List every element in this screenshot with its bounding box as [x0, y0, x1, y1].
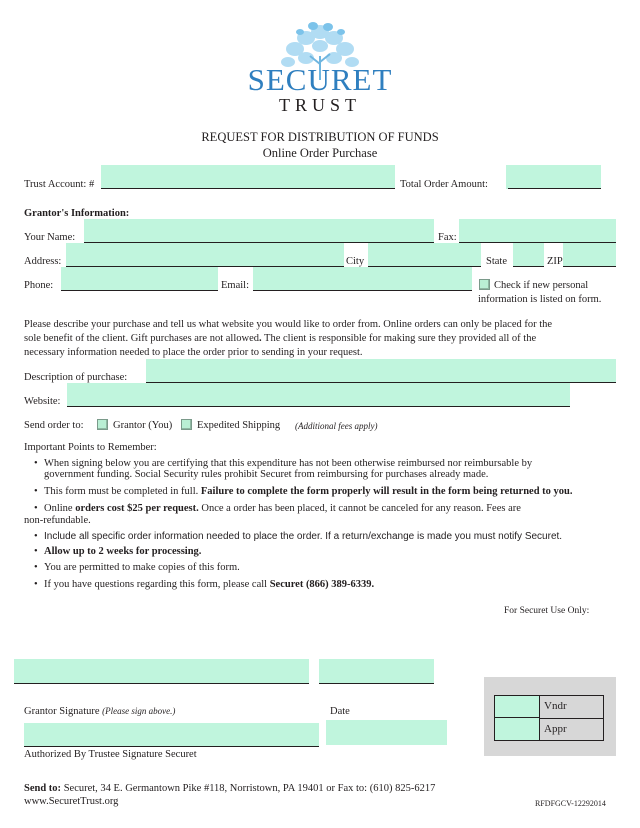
- office-use-table: [494, 695, 604, 741]
- instructions-line-2a: sole benefit of the client. Gift purchases are not allowed: [24, 333, 259, 344]
- address-field[interactable]: [66, 243, 344, 267]
- zip-field[interactable]: [563, 243, 616, 267]
- grantor-signature-field[interactable]: [14, 659, 309, 684]
- instructions-line-2: [24, 333, 536, 344]
- fax-field[interactable]: [459, 219, 616, 243]
- new-info-label-2: information is listed on form.: [478, 294, 602, 305]
- logo-brand: SECURET: [247, 62, 393, 97]
- your-name-label: Your Name:: [24, 232, 76, 243]
- grantor-info-heading: Grantor's Information:: [24, 208, 130, 219]
- expedited-label: Expedited Shipping: [197, 420, 281, 431]
- new-info-label-1: Check if new personal: [494, 280, 589, 291]
- bullet-3-bold: orders cost $25 per request.: [75, 503, 199, 514]
- vndr-field[interactable]: [495, 696, 540, 718]
- send-order-to-label: Send order to:: [24, 420, 84, 431]
- footer-address: Securet, 34 E. Germantown Pike #118, Norristown, PA 19401 or Fax to: (610) 825-6217: [61, 783, 436, 794]
- form-title: REQUEST FOR DISTRIBUTION OF FUNDS: [201, 130, 439, 144]
- instructions-line-1: Please describe your purchase and tell us what website you would like to order from. Online orders can only be placed for the: [24, 319, 553, 330]
- date-field[interactable]: [319, 659, 434, 684]
- email-field[interactable]: [253, 267, 472, 291]
- state-field[interactable]: [513, 243, 544, 267]
- trust-account-label: Trust Account: #: [24, 179, 95, 190]
- zip-label: ZIP: [547, 256, 563, 267]
- instructions-line-2c: The client is responsible for making sure they provided all of the: [261, 333, 537, 344]
- fax-label: Fax:: [438, 232, 457, 243]
- city-label: City: [346, 256, 365, 267]
- description-label: Description of purchase:: [24, 372, 128, 383]
- website-label: Website:: [24, 396, 61, 407]
- total-order-amount-field[interactable]: [506, 165, 601, 189]
- bullet-2-bold: Failure to complete the form properly will result in the form being returned to you.: [200, 486, 573, 497]
- authorized-label: Authorized By Trustee Signature Securet: [24, 749, 197, 760]
- instructions-line-3: necessary information needed to place the order prior to sending in your request.: [24, 347, 363, 358]
- footer-send-to: [24, 783, 435, 794]
- phone-field[interactable]: [61, 267, 218, 291]
- trustee-signature-field[interactable]: [24, 723, 319, 747]
- address-label: Address:: [24, 256, 62, 267]
- bullet-3-text-c: Once a order has been placed, it cannot be canceled for any reason. Fees are: [198, 503, 521, 514]
- description-field[interactable]: [146, 359, 616, 383]
- office-use-box: [484, 677, 616, 756]
- website-field[interactable]: [67, 383, 570, 407]
- bullet-4-text: Include all specific order information needed to place the order. If a return/exchange is made you must notify Securet.: [44, 531, 563, 542]
- total-order-amount-label: Total Order Amount:: [400, 179, 488, 190]
- your-name-field[interactable]: [84, 219, 434, 243]
- form-subtitle: Online Order Purchase: [262, 146, 378, 160]
- bullet-7-text: If you have questions regarding this form, please call: [44, 579, 270, 590]
- bullet-3-line-2: non-refundable.: [24, 515, 91, 526]
- grantor-signature-label: [24, 706, 175, 717]
- important-heading: Important Points to Remember:: [24, 442, 157, 453]
- logo-sub: TRUST: [278, 95, 361, 115]
- form-code: RFDFGCV-12292014: [535, 799, 606, 808]
- bullet-3-text-a: Online: [44, 503, 76, 514]
- additional-fees-note: (Additional fees apply): [295, 421, 378, 431]
- bullet-7-bold: Securet (866) 389-6339.: [269, 579, 375, 590]
- expedited-checkbox[interactable]: [181, 419, 192, 430]
- securet-logo: [240, 18, 400, 118]
- appr-label: Appr: [544, 723, 567, 735]
- new-info-checkbox[interactable]: [479, 279, 490, 290]
- grantor-checkbox[interactable]: [97, 419, 108, 430]
- city-field[interactable]: [368, 243, 481, 267]
- state-label: State: [486, 256, 507, 267]
- securet-use-only-label: For Securet Use Only:: [504, 606, 590, 616]
- date-label: Date: [330, 706, 350, 717]
- bullet-1-line-2: government funding. Social Security rules prohibit Securet from reimbursing for purchases already made.: [44, 469, 489, 480]
- grantor-signature-text: Grantor Signature: [24, 706, 100, 717]
- phone-label: Phone:: [24, 280, 54, 291]
- bullet-6-text: You are permitted to make copies of this form.: [44, 562, 240, 573]
- trustee-date-field[interactable]: [326, 720, 447, 745]
- footer-send-to-label: Send to:: [24, 783, 62, 794]
- instructions-line-2b: .: [259, 333, 262, 344]
- email-label: Email:: [221, 280, 249, 291]
- vndr-label: Vndr: [544, 700, 567, 712]
- appr-field[interactable]: [495, 718, 540, 740]
- please-sign-note: (Please sign above.): [102, 706, 176, 716]
- trust-account-field[interactable]: [101, 165, 395, 189]
- grantor-you-label: Grantor (You): [113, 420, 173, 431]
- bullet-1-line-1: When signing below you are certifying that this expenditure has not been otherwise reimbursed nor reimbursable by: [44, 458, 533, 469]
- bullet-5-bold: Allow up to 2 weeks for processing.: [44, 546, 202, 557]
- bullet-2-text: This form must be completed in full.: [44, 486, 201, 497]
- footer-website[interactable]: www.SecuretTrust.org: [24, 796, 119, 807]
